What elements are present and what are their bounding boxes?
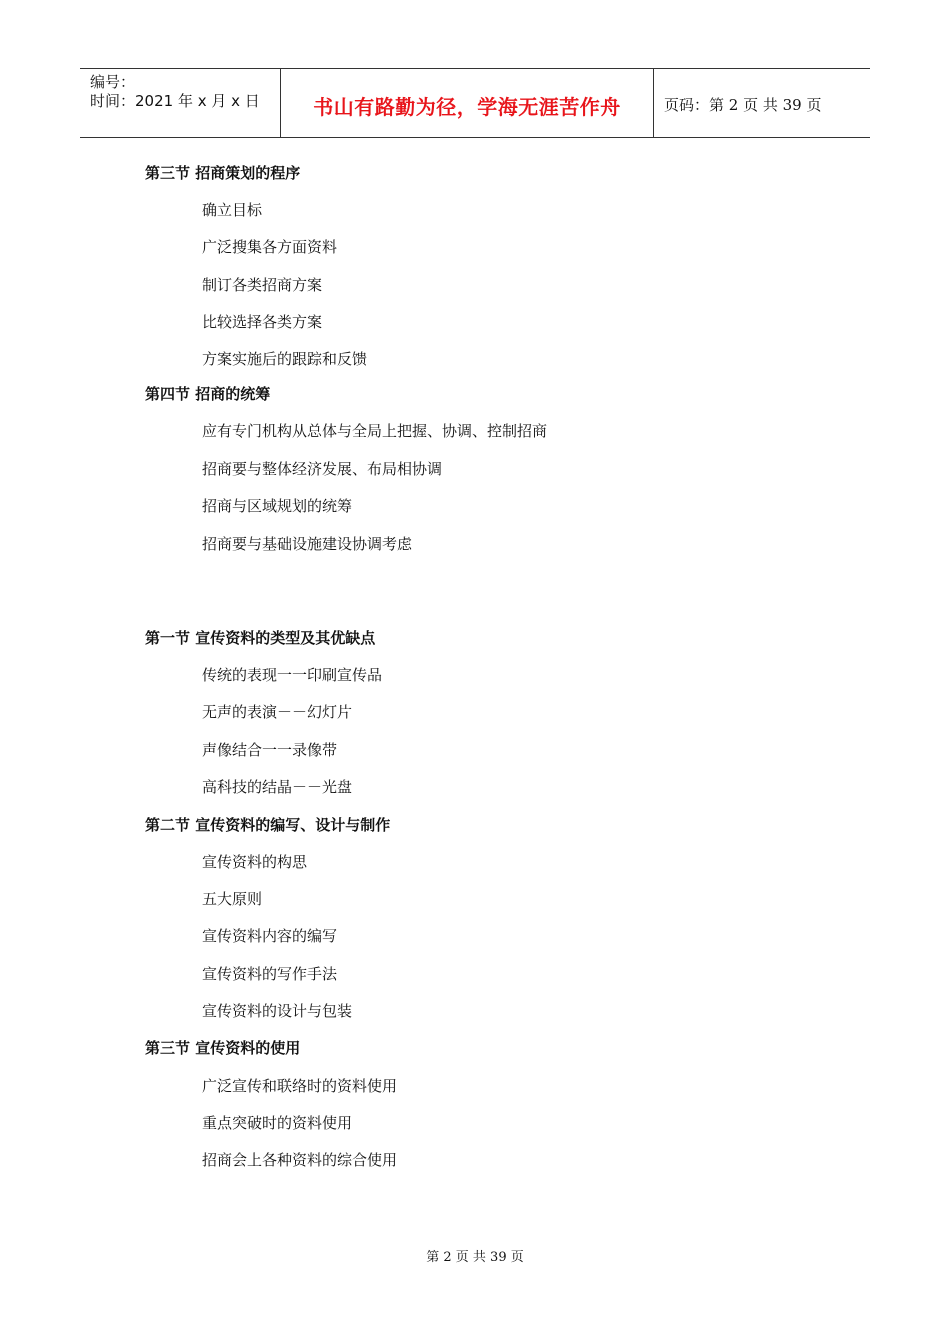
list-item: 招商要与基础设施建设协调考虑: [202, 535, 413, 553]
list-item: 宣传资料内容的编写: [202, 927, 338, 945]
header-page-info: 页码：第 2 页 共 39 页: [664, 96, 822, 114]
page-header: [80, 68, 870, 138]
list-item: 招商会上各种资料的综合使用: [202, 1151, 398, 1169]
list-item: 广泛搜集各方面资料: [202, 238, 338, 256]
list-item: 宣传资料的写作手法: [202, 965, 338, 983]
list-item: 确立目标: [202, 201, 263, 219]
list-item: 宣传资料的设计与包装: [202, 1002, 353, 1020]
header-motto: 书山有路勤为径，学海无涯苦作舟: [313, 95, 621, 119]
list-item: 声像结合一一录像带: [202, 741, 338, 759]
list-item: 广泛宣传和联络时的资料使用: [202, 1077, 398, 1095]
doc-time-label: 时间：2021 年 x 月 x 日: [90, 92, 260, 110]
list-item: 宣传资料的构思: [202, 853, 308, 871]
section-heading: 第四节 招商的统筹: [145, 385, 271, 403]
section-heading: 第二节 宣传资料的编写、设计与制作: [145, 816, 391, 834]
header-center-cell: [281, 69, 654, 137]
section-heading: 第三节 招商策划的程序: [145, 164, 301, 182]
list-item: 五大原则: [202, 890, 263, 908]
list-item: 方案实施后的跟踪和反馈: [202, 350, 368, 368]
header-right-cell: [654, 69, 870, 137]
list-item: 制订各类招商方案: [202, 276, 323, 294]
list-item: 比较选择各类方案: [202, 313, 323, 331]
list-item: 招商与区域规划的统筹: [202, 497, 353, 515]
list-item: 重点突破时的资料使用: [202, 1114, 353, 1132]
page-footer: 第 2 页 共 39 页: [426, 1250, 524, 1265]
list-item: 高科技的结晶－－光盘: [202, 778, 353, 796]
section-heading: 第一节 宣传资料的类型及其优缺点: [145, 629, 376, 647]
list-item: 无声的表演－－幻灯片: [202, 703, 353, 721]
list-item: 应有专门机构从总体与全局上把握、协调、控制招商: [202, 422, 548, 440]
header-left-cell: [80, 69, 281, 137]
list-item: 传统的表现一一印刷宣传品: [202, 666, 383, 684]
list-item: 招商要与整体经济发展、布局相协调: [202, 460, 443, 478]
doc-number-label: 编号：: [90, 73, 136, 91]
section-heading: 第三节 宣传资料的使用: [145, 1039, 301, 1057]
